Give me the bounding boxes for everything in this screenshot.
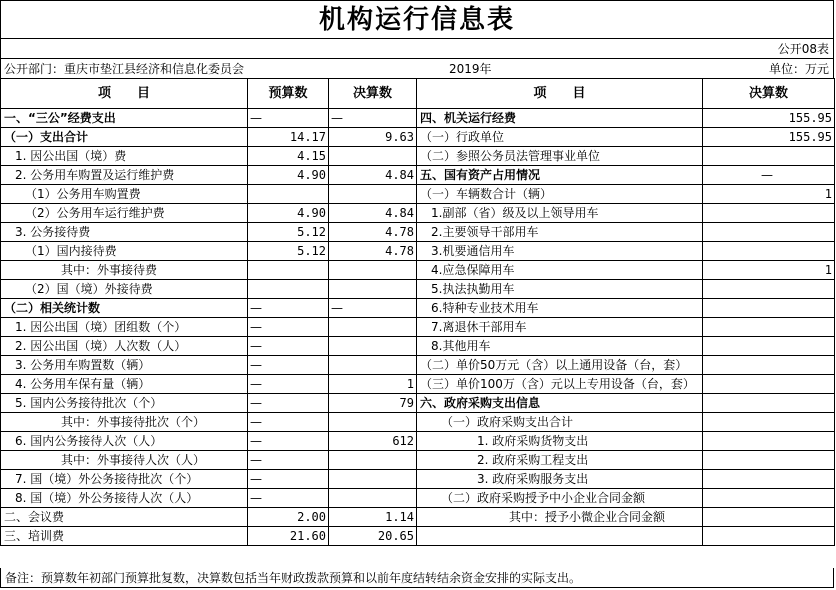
left-final-value: [329, 318, 417, 337]
table-row: [1, 299, 835, 318]
table-row: [1, 527, 835, 546]
left-budget-value: [248, 185, 329, 204]
department-row: [0, 58, 834, 78]
left-budget-value: —: [248, 299, 329, 318]
left-budget-value: 5.12: [248, 223, 329, 242]
right-final-value: 1: [703, 185, 835, 204]
form-number-row: [0, 38, 834, 58]
right-item-label: 6.特种专业技术用车: [417, 299, 703, 318]
table-row: [1, 375, 835, 394]
right-final-value: [703, 375, 835, 394]
header-budget: 预算数: [248, 79, 329, 109]
left-item-label: （一）支出合计: [1, 128, 248, 147]
left-item-label: 3. 公务接待费: [1, 223, 248, 242]
right-final-value: [703, 242, 835, 261]
left-final-value: [329, 261, 417, 280]
right-item-label: 3. 政府采购服务支出: [417, 470, 703, 489]
left-budget-value: 14.17: [248, 128, 329, 147]
left-item-label: 三、培训费: [1, 527, 248, 546]
left-final-value: [329, 185, 417, 204]
table-row: [1, 109, 835, 128]
left-final-value: 612: [329, 432, 417, 451]
left-budget-value: 4.90: [248, 204, 329, 223]
right-final-value: 155.95: [703, 128, 835, 147]
right-item-label: （一）行政单位: [417, 128, 703, 147]
right-item-label: （二）参照公务员法管理事业单位: [417, 147, 703, 166]
left-final-value: 79: [329, 394, 417, 413]
right-item-label: 1.副部（省）级及以上领导用车: [417, 204, 703, 223]
right-item-label: （二）单价50万元（含）以上通用设备（台，套）: [417, 356, 703, 375]
left-item-label: 其中：外事接待人次（人）: [1, 451, 248, 470]
right-final-value: [703, 204, 835, 223]
left-budget-value: 4.15: [248, 147, 329, 166]
left-item-label: （2）国（境）外接待费: [1, 280, 248, 299]
right-item-label: 四、机关运行经费: [417, 109, 703, 128]
left-final-value: [329, 451, 417, 470]
right-final-value: [703, 489, 835, 508]
right-final-value: [703, 223, 835, 242]
left-item-label: 1. 因公出国（境）费: [1, 147, 248, 166]
table-row: [1, 242, 835, 261]
left-budget-value: 5.12: [248, 242, 329, 261]
left-budget-value: —: [248, 413, 329, 432]
left-final-value: 1.14: [329, 508, 417, 527]
left-final-value: [329, 489, 417, 508]
left-final-value: [329, 470, 417, 489]
left-budget-value: —: [248, 394, 329, 413]
left-item-label: 其中：外事接待费: [1, 261, 248, 280]
right-item-label: [417, 527, 703, 546]
left-item-label: 5. 国内公务接待批次（个）: [1, 394, 248, 413]
left-final-value: —: [329, 109, 417, 128]
right-item-label: （一）车辆数合计（辆）: [417, 185, 703, 204]
right-item-label: 六、政府采购支出信息: [417, 394, 703, 413]
left-item-label: （1）公务用车购置费: [1, 185, 248, 204]
table-row: [1, 166, 835, 185]
right-final-value: [703, 470, 835, 489]
right-item-label: （二）政府采购授予中小企业合同金额: [417, 489, 703, 508]
right-item-label: （三）单价100万（含）元以上专用设备（台，套）: [417, 375, 703, 394]
left-item-label: 1. 因公出国（境）团组数（个）: [1, 318, 248, 337]
left-final-value: [329, 413, 417, 432]
left-final-value: 4.84: [329, 166, 417, 185]
left-item-label: （二）相关统计数: [1, 299, 248, 318]
left-budget-value: —: [248, 451, 329, 470]
left-final-value: 20.65: [329, 527, 417, 546]
left-budget-value: 21.60: [248, 527, 329, 546]
left-item-label: 2. 因公出国（境）人次数（人）: [1, 337, 248, 356]
left-item-label: （1）国内接待费: [1, 242, 248, 261]
table-row: [1, 432, 835, 451]
right-item-label: 1. 政府采购货物支出: [417, 432, 703, 451]
left-item-label: 6. 国内公务接待人次（人）: [1, 432, 248, 451]
left-final-value: [329, 147, 417, 166]
left-budget-value: 2.00: [248, 508, 329, 527]
right-item-label: 7.离退休干部用车: [417, 318, 703, 337]
table-row: [1, 508, 835, 527]
right-final-value: 1: [703, 261, 835, 280]
left-budget-value: —: [248, 489, 329, 508]
right-item-label: 2.主要领导干部用车: [417, 223, 703, 242]
left-item-label: 其中：外事接待批次（个）: [1, 413, 248, 432]
sheet-title: 机构运行信息表: [0, 0, 834, 38]
right-final-value: [703, 356, 835, 375]
right-final-value: —: [703, 166, 835, 185]
right-item-label: 2. 政府采购工程支出: [417, 451, 703, 470]
table-row: [1, 318, 835, 337]
left-budget-value: —: [248, 470, 329, 489]
header-final: 决算数: [329, 79, 417, 109]
right-final-value: [703, 432, 835, 451]
table-row: [1, 356, 835, 375]
form-number: 公开08表: [777, 42, 829, 56]
left-item-label: 8. 国（境）外公务接待人次（人）: [1, 489, 248, 508]
right-final-value: [703, 280, 835, 299]
left-item-label: 一、“三公”经费支出: [1, 109, 248, 128]
table-row: [1, 261, 835, 280]
right-final-value: [703, 527, 835, 546]
right-item-label: （一）政府采购支出合计: [417, 413, 703, 432]
right-final-value: [703, 337, 835, 356]
info-table: [0, 78, 835, 546]
right-final-value: [703, 299, 835, 318]
table-header-row: [1, 79, 835, 109]
left-budget-value: 4.90: [248, 166, 329, 185]
left-final-value: 4.78: [329, 223, 417, 242]
left-item-label: 7. 国（境）外公务接待批次（个）: [1, 470, 248, 489]
left-item-label: 2. 公务用车购置及运行维护费: [1, 166, 248, 185]
left-final-value: [329, 356, 417, 375]
left-final-value: [329, 337, 417, 356]
table-row: [1, 204, 835, 223]
left-budget-value: —: [248, 318, 329, 337]
right-final-value: [703, 147, 835, 166]
left-budget-value: [248, 280, 329, 299]
left-final-value: 9.63: [329, 128, 417, 147]
table-row: [1, 451, 835, 470]
year-label: 2019年: [449, 62, 492, 76]
left-final-value: —: [329, 299, 417, 318]
right-item-label: 五、国有资产占用情况: [417, 166, 703, 185]
left-budget-value: —: [248, 375, 329, 394]
right-final-value: [703, 508, 835, 527]
right-final-value: [703, 394, 835, 413]
table-row: [1, 470, 835, 489]
left-item-label: 二、会议费: [1, 508, 248, 527]
right-final-value: [703, 413, 835, 432]
left-final-value: 1: [329, 375, 417, 394]
left-final-value: 4.78: [329, 242, 417, 261]
footnote: 备注：预算数年初部门预算批复数，决算数包括当年财政拨款预算和以前年度结转结余资金安排的实际支出。: [0, 568, 834, 588]
department-label: 公开部门：重庆市垫江县经济和信息化委员会: [4, 62, 245, 76]
unit-label: 单位：万元: [768, 62, 829, 76]
left-budget-value: —: [248, 337, 329, 356]
table-row: [1, 223, 835, 242]
right-final-value: [703, 318, 835, 337]
left-budget-value: —: [248, 432, 329, 451]
table-row: [1, 413, 835, 432]
table-row: [1, 128, 835, 147]
left-final-value: 4.84: [329, 204, 417, 223]
left-item-label: （2）公务用车运行维护费: [1, 204, 248, 223]
left-item-label: 3. 公务用车购置数（辆）: [1, 356, 248, 375]
left-budget-value: [248, 261, 329, 280]
left-budget-value: —: [248, 356, 329, 375]
table-row: [1, 147, 835, 166]
table-row: [1, 489, 835, 508]
table-row: [1, 280, 835, 299]
header-item: 项 目: [1, 79, 248, 109]
right-item-label: 3.机要通信用车: [417, 242, 703, 261]
right-final-value: 155.95: [703, 109, 835, 128]
header-item-right: 项 目: [417, 79, 703, 109]
right-final-value: [703, 451, 835, 470]
table-row: [1, 185, 835, 204]
table-row: [1, 337, 835, 356]
left-item-label: 4. 公务用车保有量（辆）: [1, 375, 248, 394]
right-item-label: 4.应急保障用车: [417, 261, 703, 280]
right-item-label: 5.执法执勤用车: [417, 280, 703, 299]
table-row: [1, 394, 835, 413]
header-final-right: 决算数: [703, 79, 835, 109]
left-budget-value: —: [248, 109, 329, 128]
right-item-label: 其中：授予小微企业合同金额: [417, 508, 703, 527]
right-item-label: 8.其他用车: [417, 337, 703, 356]
left-final-value: [329, 280, 417, 299]
